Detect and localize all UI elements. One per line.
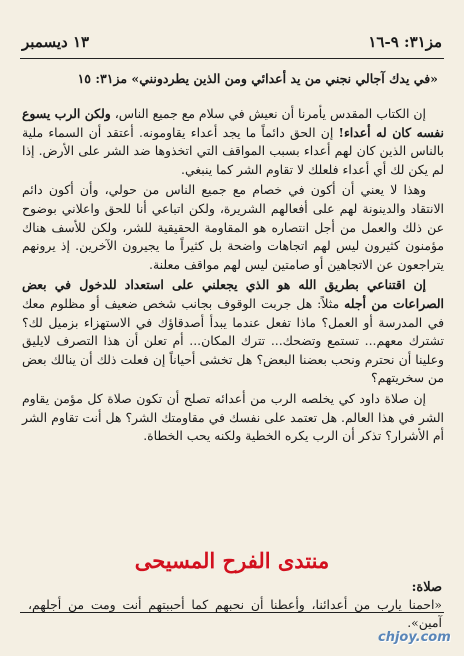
page-header — [22, 30, 442, 54]
paragraph-3: إن اقتناعي بطريق الله هو الذي يجعلني على استعداد للدخول في بعض الصراعات من أجله مثلاً: هل جربت الوقوف بجانب شخص ضعيف أو مظلوم معك في المدرسة أو العمل؟ ماذا تفعل عندما يبدأ أصدقاؤك في الاستهزاء بزميل لك؟ تشترك معهم... تستمع وتضحك... تترك المكان... أم تعلن أن هذا التصرف لايليق وعلينا أن نحترم ونحب بعضنا البعض؟ هل تخشى أحياناً إن فعلت ذلك أن ينالك بعض من سخريتهم؟ — [22, 277, 444, 386]
devotional-body — [22, 105, 444, 448]
paragraph-1: إن الكتاب المقدس يأمرنا أن نعيش في سلام مع جميع الناس، ولكن الرب يسوع نفسه كان له أعداء! إن الحق دائماً ما يجد أعداء يقاومونه. أعتقد أن السماء ملية بالناس الذين كان لهم أعداء بسبب المواقف التي اتخذوها ضد الشر على الأرض. إذا لم يكن لك أي أعداء فلعلك لا تقاوم الشر كما ينبغي. — [22, 106, 444, 177]
prayer-heading: صلاة: — [411, 580, 442, 595]
scripture-reference: مز٣١: ٩-١٦ — [368, 33, 442, 51]
prayer-text: «احمنا يارب من أعدائنا، وأعطنا أن نحبهم كما أحببتهم أنت ومت من أجلهم، آمين». — [28, 597, 442, 630]
date-label: ١٣ ديسمبر — [22, 33, 90, 51]
header-divider — [20, 58, 444, 59]
emphasis: إن اقتناعي بطريق الله هو الذي يجعلني على استعداد للدخول في بعض الصراعات من أجله — [22, 277, 444, 311]
key-verse: «في يدك آجالي نجني من يد أعدائي ومن الذين يطردونني» مز٣١: ١٥ — [77, 71, 438, 86]
paragraph-2: وهذا لا يعني أن أكون في خصام مع جميع الناس من حولي، وأن أكون دائم الانتقاد والدينونة لهم على أفعالهم الشريرة، ولكن اتباعي أنا للحق واعلاني بوضوح عن ذلك والعمل من أجل انتصاره هو المقاومة الحقيقية للشر، ولكن للأسف هناك مؤمنون كثيرون ليس لهم اتجاهات واضحة بل كثيراً ما يجيرون الآخرين. إذ يرونهم يتراجعون عن الاتجاهين أو صامتين ليس لهم مواقف معلنة. — [22, 182, 444, 272]
forum-stamp: منتدى الفرح المسيحى — [134, 548, 330, 573]
paragraph-4: إن صلاة داود كي يخلصه الرب من أعدائه تصلح أن تكون صلاة كل مؤمن يقاوم الشر في هذا العالم. هل تعتمد على نفسك في مقاومتك الشر؟ هل أنت تقاوم الشر أم الأشرار؟ تذكر أن الرب يكره الخطية ولكنه يحب الخطاة. — [22, 390, 444, 444]
site-watermark: chjoy.com — [378, 630, 451, 645]
emphasis: ولكن الرب يسوع نفسه كان له أعداء! — [22, 106, 444, 140]
